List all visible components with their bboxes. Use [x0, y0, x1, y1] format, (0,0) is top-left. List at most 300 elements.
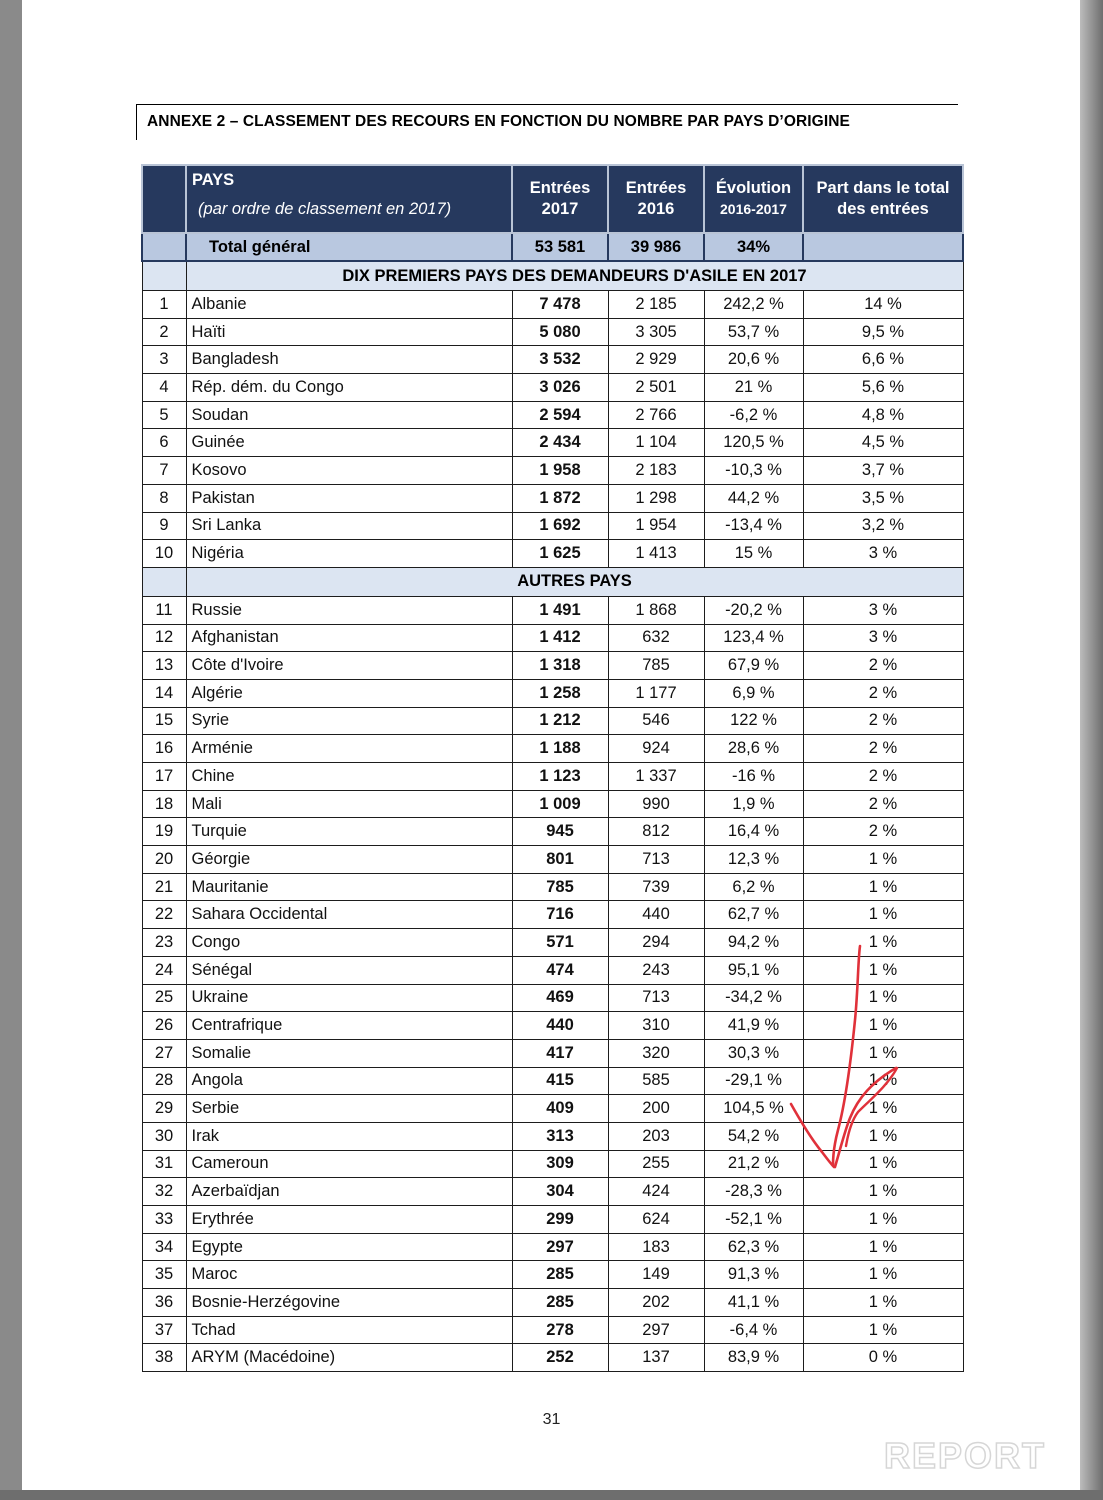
- table-row: [142, 901, 963, 929]
- row-entrees-2017: 278: [512, 1316, 608, 1344]
- row-entrees-2016: 149: [608, 1261, 704, 1289]
- row-part: 1 %: [803, 1067, 963, 1095]
- row-entrees-2017: 2 434: [512, 429, 608, 457]
- row-entrees-2016: 1 177: [608, 679, 704, 707]
- row-part: 1 %: [803, 984, 963, 1012]
- row-country: Egypte: [186, 1233, 512, 1261]
- row-part: 1 %: [803, 901, 963, 929]
- total-blank: [142, 233, 186, 261]
- row-country: Azerbaïdjan: [186, 1178, 512, 1206]
- row-evolution: 54,2 %: [704, 1122, 803, 1150]
- header-part-line2: des entrées: [837, 200, 929, 218]
- header-entrees-2017-line1: Entrées: [529, 179, 591, 197]
- table-row: [142, 929, 963, 957]
- row-evolution: 30,3 %: [704, 1039, 803, 1067]
- row-evolution: 94,2 %: [704, 929, 803, 957]
- row-part: 4,5 %: [803, 429, 963, 457]
- row-entrees-2016: 812: [608, 818, 704, 846]
- row-evolution: 67,9 %: [704, 652, 803, 680]
- row-country: Syrie: [186, 707, 512, 735]
- table-row: [142, 1122, 963, 1150]
- row-entrees-2017: 1 625: [512, 540, 608, 568]
- row-rank: 7: [142, 457, 186, 485]
- row-entrees-2016: 1 104: [608, 429, 704, 457]
- row-country: Turquie: [186, 818, 512, 846]
- row-rank: 12: [142, 624, 186, 652]
- row-rank: 6: [142, 429, 186, 457]
- row-entrees-2016: 310: [608, 1012, 704, 1040]
- row-part: 1 %: [803, 1206, 963, 1234]
- row-country: Géorgie: [186, 846, 512, 874]
- row-part: 1 %: [803, 1095, 963, 1123]
- row-evolution: 41,1 %: [704, 1289, 803, 1317]
- row-entrees-2016: 440: [608, 901, 704, 929]
- row-country: Afghanistan: [186, 624, 512, 652]
- row-rank: 17: [142, 763, 186, 791]
- row-evolution: -6,4 %: [704, 1316, 803, 1344]
- table-row: [142, 1316, 963, 1344]
- row-country: Guinée: [186, 429, 512, 457]
- row-evolution: 16,4 %: [704, 818, 803, 846]
- row-country: Centrafrique: [186, 1012, 512, 1040]
- row-country: Albanie: [186, 291, 512, 319]
- row-evolution: 91,3 %: [704, 1261, 803, 1289]
- row-rank: 3: [142, 346, 186, 374]
- row-rank: 38: [142, 1344, 186, 1372]
- row-country: Chine: [186, 763, 512, 791]
- row-country: Pakistan: [186, 484, 512, 512]
- total-row: [142, 233, 963, 261]
- row-entrees-2017: 469: [512, 984, 608, 1012]
- row-entrees-2016: 243: [608, 956, 704, 984]
- row-entrees-2017: 1 212: [512, 707, 608, 735]
- row-country: Congo: [186, 929, 512, 957]
- row-evolution: 12,3 %: [704, 846, 803, 874]
- row-evolution: 53,7 %: [704, 318, 803, 346]
- row-rank: 37: [142, 1316, 186, 1344]
- row-country: Cameroun: [186, 1150, 512, 1178]
- row-country: Erythrée: [186, 1206, 512, 1234]
- row-evolution: 122 %: [704, 707, 803, 735]
- table-row: [142, 956, 963, 984]
- row-entrees-2016: 1 954: [608, 512, 704, 540]
- row-country: Algérie: [186, 679, 512, 707]
- row-rank: 10: [142, 540, 186, 568]
- total-part-blank: [803, 233, 963, 261]
- row-rank: 19: [142, 818, 186, 846]
- row-part: 3 %: [803, 624, 963, 652]
- row-evolution: 6,9 %: [704, 679, 803, 707]
- row-rank: 4: [142, 374, 186, 402]
- row-entrees-2016: 137: [608, 1344, 704, 1372]
- row-country: Tchad: [186, 1316, 512, 1344]
- row-part: 2 %: [803, 763, 963, 791]
- table-row: [142, 679, 963, 707]
- row-country: Nigéria: [186, 540, 512, 568]
- row-evolution: -28,3 %: [704, 1178, 803, 1206]
- row-entrees-2016: 1 337: [608, 763, 704, 791]
- row-entrees-2016: 713: [608, 846, 704, 874]
- row-rank: 21: [142, 873, 186, 901]
- row-country: Bosnie-Herzégovine: [186, 1289, 512, 1317]
- header-evolution-line2: 2016-2017: [720, 201, 787, 217]
- row-evolution: 28,6 %: [704, 735, 803, 763]
- row-rank: 2: [142, 318, 186, 346]
- page-number: 31: [542, 1411, 561, 1428]
- row-country: Russie: [186, 596, 512, 624]
- section-top-title: DIX PREMIERS PAYS DES DEMANDEURS D'ASILE EN 2017: [186, 261, 963, 291]
- row-part: 1 %: [803, 1233, 963, 1261]
- section-other-blank: [142, 567, 186, 596]
- row-evolution: 15 %: [704, 540, 803, 568]
- row-entrees-2016: 624: [608, 1206, 704, 1234]
- row-part: 6,6 %: [803, 346, 963, 374]
- row-rank: 5: [142, 401, 186, 429]
- row-country: ARYM (Macédoine): [186, 1344, 512, 1372]
- section-top-row: [142, 261, 963, 291]
- row-rank: 13: [142, 652, 186, 680]
- row-part: 3,2 %: [803, 512, 963, 540]
- row-country: Ukraine: [186, 984, 512, 1012]
- table-row: [142, 429, 963, 457]
- row-rank: 16: [142, 735, 186, 763]
- row-part: 1 %: [803, 1178, 963, 1206]
- row-entrees-2016: 424: [608, 1178, 704, 1206]
- header-pays-sub: (par ordre de classement en 2017): [198, 200, 452, 218]
- row-entrees-2016: 924: [608, 735, 704, 763]
- row-part: 1 %: [803, 1039, 963, 1067]
- total-evolution: 34%: [704, 233, 803, 261]
- row-rank: 27: [142, 1039, 186, 1067]
- header-entrees-2016: [608, 165, 704, 233]
- row-entrees-2017: 304: [512, 1178, 608, 1206]
- row-part: 1 %: [803, 1289, 963, 1317]
- table-row: [142, 1289, 963, 1317]
- row-part: 2 %: [803, 735, 963, 763]
- row-part: 0 %: [803, 1344, 963, 1372]
- row-part: 14 %: [803, 291, 963, 319]
- row-country: Sahara Occidental: [186, 901, 512, 929]
- row-entrees-2017: 297: [512, 1233, 608, 1261]
- row-entrees-2017: 1 188: [512, 735, 608, 763]
- row-evolution: -16 %: [704, 763, 803, 791]
- row-rank: 9: [142, 512, 186, 540]
- row-entrees-2017: 1 958: [512, 457, 608, 485]
- row-entrees-2017: 1 412: [512, 624, 608, 652]
- row-entrees-2017: 299: [512, 1206, 608, 1234]
- row-rank: 35: [142, 1261, 186, 1289]
- row-part: 1 %: [803, 1122, 963, 1150]
- row-part: 2 %: [803, 707, 963, 735]
- row-country: Serbie: [186, 1095, 512, 1123]
- row-part: 2 %: [803, 790, 963, 818]
- table-row: [142, 790, 963, 818]
- row-entrees-2017: 409: [512, 1095, 608, 1123]
- row-part: 3 %: [803, 540, 963, 568]
- row-entrees-2017: 716: [512, 901, 608, 929]
- row-entrees-2016: 739: [608, 873, 704, 901]
- row-evolution: -10,3 %: [704, 457, 803, 485]
- row-rank: 29: [142, 1095, 186, 1123]
- row-entrees-2017: 417: [512, 1039, 608, 1067]
- row-entrees-2017: 1 123: [512, 763, 608, 791]
- row-entrees-2016: 202: [608, 1289, 704, 1317]
- table-row: [142, 1039, 963, 1067]
- page-shadow-right: [1080, 0, 1103, 1500]
- row-entrees-2016: 200: [608, 1095, 704, 1123]
- row-country: Soudan: [186, 401, 512, 429]
- header-pays: PAYS: [192, 171, 235, 189]
- section-other-row: [142, 567, 963, 596]
- row-rank: 30: [142, 1122, 186, 1150]
- row-evolution: 41,9 %: [704, 1012, 803, 1040]
- row-entrees-2017: 1 009: [512, 790, 608, 818]
- annex-title: ANNEXE 2 – CLASSEMENT DES RECOURS EN FONCTION DU NOMBRE PAR PAYS D’ORIGINE: [136, 104, 958, 140]
- row-entrees-2017: 1 491: [512, 596, 608, 624]
- table-row: [142, 818, 963, 846]
- table-row: [142, 984, 963, 1012]
- row-evolution: -6,2 %: [704, 401, 803, 429]
- row-entrees-2016: 2 929: [608, 346, 704, 374]
- table-row: [142, 1067, 963, 1095]
- table-row: [142, 1261, 963, 1289]
- row-evolution: 95,1 %: [704, 956, 803, 984]
- table-row: [142, 401, 963, 429]
- row-entrees-2017: 2 594: [512, 401, 608, 429]
- header-entrees-2016-line2: 2016: [637, 200, 675, 218]
- row-country: Sénégal: [186, 956, 512, 984]
- row-entrees-2016: 3 305: [608, 318, 704, 346]
- row-rank: 25: [142, 984, 186, 1012]
- row-rank: 18: [142, 790, 186, 818]
- table-row: [142, 291, 963, 319]
- table-row: [142, 1233, 963, 1261]
- row-evolution: 21,2 %: [704, 1150, 803, 1178]
- page-shadow-bottom: [0, 1490, 1103, 1500]
- row-entrees-2016: 294: [608, 929, 704, 957]
- row-part: 9,5 %: [803, 318, 963, 346]
- row-country: Rép. dém. du Congo: [186, 374, 512, 402]
- row-entrees-2017: 1 318: [512, 652, 608, 680]
- header-part-line1: Part dans le total: [816, 179, 950, 197]
- row-country: Arménie: [186, 735, 512, 763]
- table-row: [142, 318, 963, 346]
- row-evolution: 83,9 %: [704, 1344, 803, 1372]
- row-part: 4,8 %: [803, 401, 963, 429]
- row-country: Mauritanie: [186, 873, 512, 901]
- row-rank: 32: [142, 1178, 186, 1206]
- row-evolution: 44,2 %: [704, 484, 803, 512]
- row-part: 5,6 %: [803, 374, 963, 402]
- row-entrees-2017: 5 080: [512, 318, 608, 346]
- row-evolution: 1,9 %: [704, 790, 803, 818]
- row-evolution: 20,6 %: [704, 346, 803, 374]
- row-country: Haïti: [186, 318, 512, 346]
- row-rank: 1: [142, 291, 186, 319]
- row-country: Bangladesh: [186, 346, 512, 374]
- row-entrees-2017: 1 872: [512, 484, 608, 512]
- row-entrees-2017: 285: [512, 1289, 608, 1317]
- row-part: 1 %: [803, 846, 963, 874]
- row-entrees-2017: 252: [512, 1344, 608, 1372]
- total-entrees-2017: 53 581: [512, 233, 608, 261]
- row-rank: 31: [142, 1150, 186, 1178]
- row-evolution: 21 %: [704, 374, 803, 402]
- table-row: [142, 374, 963, 402]
- table-row: [142, 1095, 963, 1123]
- row-part: 1 %: [803, 1150, 963, 1178]
- row-entrees-2016: 632: [608, 624, 704, 652]
- row-entrees-2016: 1 413: [608, 540, 704, 568]
- row-evolution: 242,2 %: [704, 291, 803, 319]
- row-evolution: 62,3 %: [704, 1233, 803, 1261]
- report-watermark-logo: [884, 1438, 1064, 1474]
- row-entrees-2016: 320: [608, 1039, 704, 1067]
- row-entrees-2016: 2 183: [608, 457, 704, 485]
- header-rank-cell: [142, 165, 186, 233]
- row-evolution: -13,4 %: [704, 512, 803, 540]
- row-evolution: 123,4 %: [704, 624, 803, 652]
- row-rank: 14: [142, 679, 186, 707]
- total-entrees-2016: 39 986: [608, 233, 704, 261]
- row-entrees-2017: 1 692: [512, 512, 608, 540]
- row-rank: 11: [142, 596, 186, 624]
- row-evolution: 104,5 %: [704, 1095, 803, 1123]
- table-row: [142, 624, 963, 652]
- row-entrees-2016: 546: [608, 707, 704, 735]
- header-entrees-2017: [512, 165, 608, 233]
- row-entrees-2017: 945: [512, 818, 608, 846]
- row-country: Côte d'Ivoire: [186, 652, 512, 680]
- row-rank: 15: [142, 707, 186, 735]
- table-row: [142, 512, 963, 540]
- row-evolution: 120,5 %: [704, 429, 803, 457]
- row-entrees-2017: 313: [512, 1122, 608, 1150]
- row-entrees-2016: 1 868: [608, 596, 704, 624]
- row-country: Kosovo: [186, 457, 512, 485]
- row-entrees-2016: 713: [608, 984, 704, 1012]
- header-pays-cell: [186, 165, 512, 233]
- row-rank: 28: [142, 1067, 186, 1095]
- row-rank: 8: [142, 484, 186, 512]
- table-row: [142, 707, 963, 735]
- row-entrees-2016: 990: [608, 790, 704, 818]
- header-entrees-2017-line2: 2017: [541, 200, 579, 218]
- row-part: 1 %: [803, 929, 963, 957]
- row-part: 3,5 %: [803, 484, 963, 512]
- row-entrees-2016: 203: [608, 1122, 704, 1150]
- row-entrees-2017: 571: [512, 929, 608, 957]
- row-rank: 26: [142, 1012, 186, 1040]
- row-entrees-2017: 309: [512, 1150, 608, 1178]
- row-country: Maroc: [186, 1261, 512, 1289]
- row-rank: 23: [142, 929, 186, 957]
- row-part: 3 %: [803, 596, 963, 624]
- row-part: 1 %: [803, 873, 963, 901]
- row-rank: 22: [142, 901, 186, 929]
- row-entrees-2017: 1 258: [512, 679, 608, 707]
- row-entrees-2016: 2 185: [608, 291, 704, 319]
- row-evolution: -20,2 %: [704, 596, 803, 624]
- table-row: [142, 1344, 963, 1372]
- table-row: [142, 1150, 963, 1178]
- table-row: [142, 735, 963, 763]
- table-row: [142, 484, 963, 512]
- table-row: [142, 596, 963, 624]
- row-entrees-2016: 297: [608, 1316, 704, 1344]
- row-entrees-2016: 785: [608, 652, 704, 680]
- row-part: 2 %: [803, 652, 963, 680]
- row-entrees-2017: 415: [512, 1067, 608, 1095]
- total-label: Total général: [186, 233, 512, 261]
- row-rank: 20: [142, 846, 186, 874]
- table-row: [142, 652, 963, 680]
- row-entrees-2017: 440: [512, 1012, 608, 1040]
- row-part: 2 %: [803, 679, 963, 707]
- table-row: [142, 540, 963, 568]
- row-country: Sri Lanka: [186, 512, 512, 540]
- row-evolution: -52,1 %: [704, 1206, 803, 1234]
- row-part: 1 %: [803, 1261, 963, 1289]
- row-country: Angola: [186, 1067, 512, 1095]
- row-evolution: 62,7 %: [704, 901, 803, 929]
- asylum-appeals-table: [141, 164, 964, 1372]
- table-row: [142, 1012, 963, 1040]
- row-part: 3,7 %: [803, 457, 963, 485]
- row-part: 2 %: [803, 818, 963, 846]
- row-evolution: -29,1 %: [704, 1067, 803, 1095]
- row-entrees-2017: 285: [512, 1261, 608, 1289]
- row-rank: 33: [142, 1206, 186, 1234]
- table-row: [142, 873, 963, 901]
- header-evolution: [704, 165, 803, 233]
- row-entrees-2017: 785: [512, 873, 608, 901]
- section-top-blank: [142, 261, 186, 291]
- row-country: Mali: [186, 790, 512, 818]
- table-row: [142, 457, 963, 485]
- row-part: 1 %: [803, 1012, 963, 1040]
- row-entrees-2016: 585: [608, 1067, 704, 1095]
- header-entrees-2016-line1: Entrées: [625, 179, 687, 197]
- header-part: [803, 165, 963, 233]
- row-entrees-2017: 474: [512, 956, 608, 984]
- row-rank: 36: [142, 1289, 186, 1317]
- table-row: [142, 346, 963, 374]
- row-part: 1 %: [803, 956, 963, 984]
- table-row: [142, 1206, 963, 1234]
- row-entrees-2017: 801: [512, 846, 608, 874]
- row-entrees-2017: 3 532: [512, 346, 608, 374]
- row-evolution: -34,2 %: [704, 984, 803, 1012]
- row-country: Irak: [186, 1122, 512, 1150]
- header-evolution-line1: Évolution: [715, 179, 792, 197]
- row-entrees-2016: 2 766: [608, 401, 704, 429]
- row-entrees-2017: 7 478: [512, 291, 608, 319]
- row-rank: 24: [142, 956, 186, 984]
- row-country: Somalie: [186, 1039, 512, 1067]
- table-header-row: [142, 165, 963, 233]
- row-entrees-2016: 2 501: [608, 374, 704, 402]
- section-other-title: AUTRES PAYS: [186, 567, 963, 596]
- row-entrees-2016: 255: [608, 1150, 704, 1178]
- watermark-text: REPORT: [884, 1438, 1047, 1474]
- table-row: [142, 1178, 963, 1206]
- row-rank: 34: [142, 1233, 186, 1261]
- table-row: [142, 763, 963, 791]
- row-entrees-2017: 3 026: [512, 374, 608, 402]
- row-entrees-2016: 1 298: [608, 484, 704, 512]
- row-entrees-2016: 183: [608, 1233, 704, 1261]
